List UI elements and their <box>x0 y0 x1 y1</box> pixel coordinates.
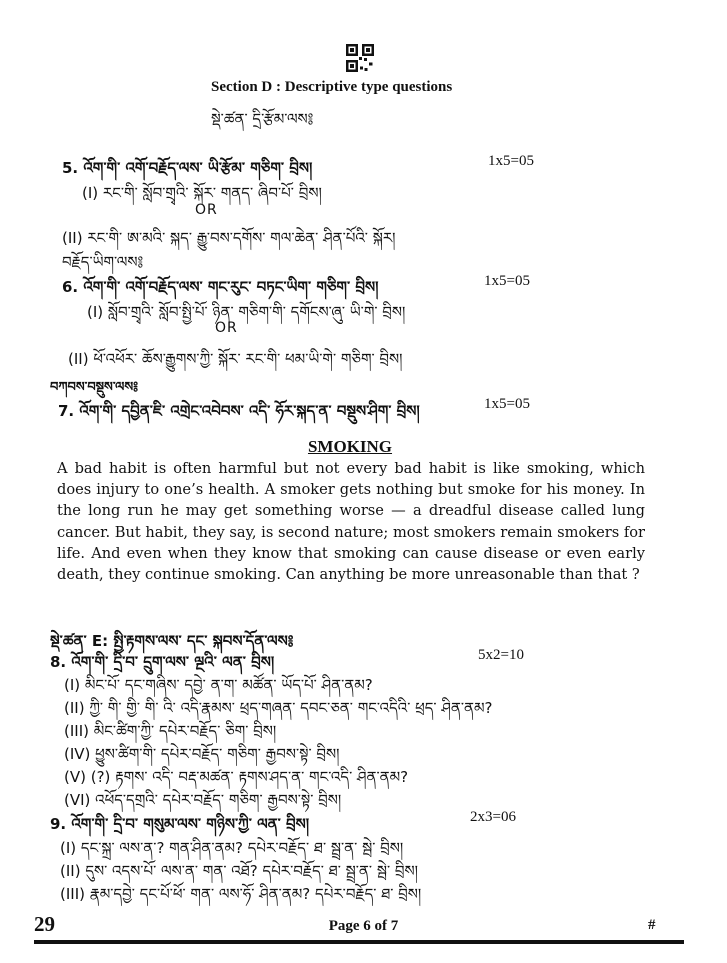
q7-title: 7. འོག་གི་ དབྱིན་ཇི་ འགྲེང་འབེབས་ འདི་ ཧོར་སྐད་ན་ བསྡུས་ཤིག་ བྲིས། <box>58 402 420 420</box>
q9-item: (II) དུས་ འདས་པོ་ ལས་ན་ གན་ འཐོ? དཔེར་བརྗོད་ ཐ་ སྦྲ་ན་ སྦེ་ བྲིས། <box>60 862 418 880</box>
section-heading-tibetan: སྡེ་ཚན་ དྲི་རྩོམ་ལས༔ <box>211 110 314 128</box>
q9-title: 9. འོག་གི་ དྲི་བ་ གསུམ་ལས་ གཉིས་ཀྱི་ ལན་ བྲིས། <box>50 815 310 833</box>
q8-item: (I) མིང་པོ་ དང་གཞིས་ དབྱེ་ ན་ག་ མཚོན་ ཡོད་པོ་ ཤིན་ནམ? <box>64 676 373 694</box>
q9-item: (III) རྣམ་དབྱེ་ དང་པོ་ཕོ་ གན་ ལས་ཧོ་ ཤིན་ནམ? དཔེར་བརྗོད་ ཐ་ བྲིས། <box>60 885 422 903</box>
q7-marks: 1x5=05 <box>484 396 530 412</box>
q5-option-1: (I) རང་གི་ སློབ་གྲྭའི་ སྐོར་ གནད་ ཞིབ་པོ་ བྲིས། <box>82 184 322 202</box>
passage-title: SMOKING <box>307 437 393 456</box>
q8-item: (II) ཀྱི་ གི་ གྱི་ གི་ འི་ འདི་རྣམས་ ཕྲད་གཞན་ དབང་ཅན་ གང་འདིའི་ ཕྲད་ ཤིན་ནམ? <box>64 699 493 717</box>
q6-or: OR <box>215 320 238 336</box>
q5-or: OR <box>195 202 218 218</box>
q8-item: (III) མིང་ཚིག་ཀྱི་ དཔེར་བརྗོད་ ཅིག་ བྲིས། <box>64 722 277 740</box>
q8-item: (V) (?) རྟགས་ འདི་ བརྡ་མཚན་ རྟགས་ཤད་ན་ གང་འདི་ ཤིན་ནམ? <box>64 768 409 786</box>
q6-title: 6. འོག་གི་ འགོ་བརྗོད་ལས་ གང་རུང་ བཏང་ཡིག་ གཅིག་ བྲིས། <box>62 278 379 296</box>
passage-text: A bad habit is often harmful but not every bad habit is like smoking, which does injury to one’s health. A smoker gets nothing but smoke for his money. In the long run he may get something worse — a dreadful disease called lung cancer. But habit, they say, is second nature; most smokers remain smokers for life. And even when they know that smoking can cause disease or even early death, they continue smoking. Can anything be more unreasonable than that ? <box>57 460 645 584</box>
section-heading: Section D : Descriptive type questions <box>211 79 453 95</box>
q5-title: 5. འོག་གི་ འགོ་བརྗོད་ལས་ ཡི་རྩོམ་ གཅིག་ བྲིས། <box>62 159 313 177</box>
q9-item: (I) དང་སྐྲ་ ལས་ན་? གན་ཤིན་ནམ? དཔེར་བརྗོད་ ཐ་ སྦྲ་ན་ སྦེ་ བྲིས། <box>60 839 404 857</box>
paper-code-number: 29 <box>34 912 55 936</box>
q8-title: 8. འོག་གི་ དྲི་བ་ དྲུག་ལས་ ལྔའི་ ལན་ བྲིས། <box>50 653 275 671</box>
qr-code <box>346 44 374 72</box>
q5-option-2: (II) རང་གི་ ཨ་མའི་ སྐད་ རྒྱུ་བས་དགོས་ གལ་ཆེན་ ཤིན་པོའི་ སྐོར། <box>62 229 396 247</box>
q6-option-2: (II) ཕོ་འཕོར་ ཆོས་རྒྱུགས་ཀྱི་ སྐོར་ རང་གི་ ཕམ་ཡི་གེ་ གཅིག་ བྲིས། <box>68 350 403 368</box>
q8-item: (VI) འཕོད་དགྲའི་ དཔེར་བརྗོད་ གཅིག་ རྒྱབས་སྟེ་ བྲིས། <box>64 791 342 809</box>
footer-hash: # <box>648 917 656 933</box>
q8-item: (IV) ཕྱུས་ཚིག་གི་ དཔེར་བརྗོད་ གཅིག་ རྒྱབས་སྟེ་ བྲིས། <box>64 745 340 763</box>
section-e-heading: སྡེ་ཚན་ E: སྤྱི་རྟགས་ལས་ དང་ སྐབས་དོན་ལས༔ <box>50 632 294 650</box>
summary-section-label: བཀབས་བསྡུས་ལས༔ <box>50 380 139 395</box>
footer-rule <box>34 940 684 944</box>
q5-option-2-cont: བརྗོད་ཡིག་ལས༔ <box>62 253 144 271</box>
q8-marks: 5x2=10 <box>478 647 524 663</box>
q9-marks: 2x3=06 <box>470 809 516 825</box>
q5-marks: 1x5=05 <box>488 153 534 169</box>
q6-option-1: (I) སློབ་གྲྭའི་ སློབ་སྤྱི་པོ་ ཉིན་ གཅིག་གི་ དགོངས་ཞུ་ ཡི་གེ་ བྲིས། <box>87 303 406 321</box>
q6-marks: 1x5=05 <box>484 273 530 289</box>
page-number: Page 6 of 7 <box>328 918 399 934</box>
